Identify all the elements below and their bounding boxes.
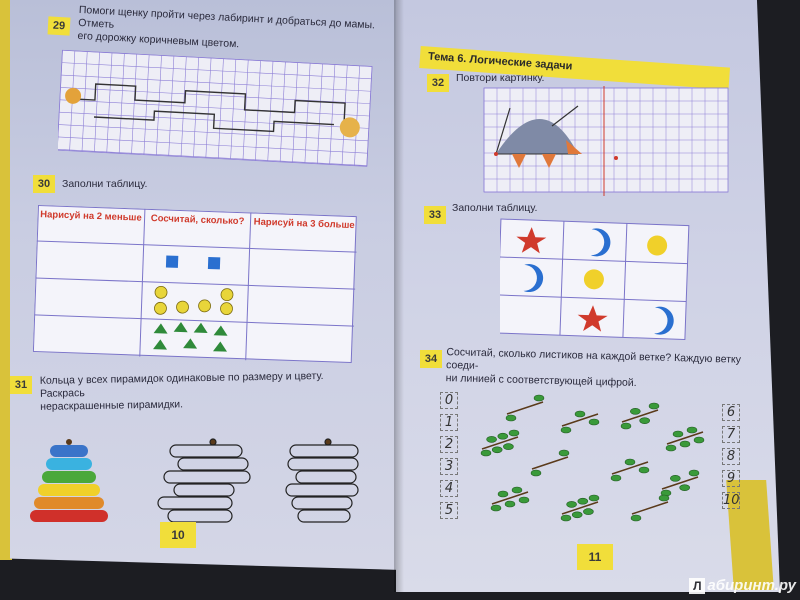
- task-34-line2: ни линией с соответствующей цифрой.: [445, 372, 637, 390]
- watermark: [689, 577, 796, 594]
- digit-box: 4: [440, 480, 458, 497]
- colored-pyramid: [30, 439, 108, 522]
- page-number-right: 11: [577, 544, 613, 570]
- task-number-31: 31: [10, 376, 32, 394]
- task-number-32: 32: [427, 74, 449, 92]
- digit-box: 0: [440, 392, 458, 409]
- task-29-line2: его дорожку коричневым цветом.: [77, 30, 240, 51]
- watermark-text: абиринт.ру: [707, 577, 796, 594]
- task-34-text: [446, 346, 747, 393]
- topic-banner: Тема 6. Логические задачи: [419, 46, 730, 90]
- task-32-text: Повтори картинку.: [456, 72, 545, 84]
- digit-box: 9: [722, 470, 740, 487]
- table-header-count: Сосчитай, сколько?: [150, 212, 245, 228]
- table-header-less: Нарисуй на 2 меньше: [40, 209, 142, 224]
- digit-box: 2: [440, 436, 458, 453]
- leaf-branch-icon: [621, 403, 659, 429]
- repeat-picture-grid: [482, 86, 732, 196]
- book-spine: [394, 0, 404, 592]
- leaf-branch-icon: [561, 411, 599, 433]
- task-31-line1: Кольца у всех пирамидок одинаковые по размеру и цвету. Раскрась: [39, 369, 324, 401]
- task-number-30: 30: [33, 175, 55, 193]
- task-number-33: 33: [424, 206, 446, 224]
- digits-left-column: [440, 392, 464, 524]
- leaf-branches: [470, 388, 720, 528]
- outline-pyramid-1: [158, 439, 250, 522]
- leaf-branch-icon: [481, 430, 519, 456]
- task-33-text: Заполни таблицу.: [452, 202, 538, 214]
- leaf-branch-icon: [491, 487, 529, 511]
- yellow-circle-icon: [176, 301, 188, 313]
- task-30-text: Заполни таблицу.: [62, 178, 148, 190]
- yellow-circle-icon: [154, 302, 166, 314]
- leaf-branch-icon: [506, 395, 544, 421]
- yellow-circle-icon: [198, 300, 210, 312]
- leaf-branch-icon: [661, 470, 699, 496]
- pyramids: [20, 430, 380, 530]
- blue-square-icon: [166, 256, 178, 268]
- table-header-more: Нарисуй на 3 больше: [253, 216, 355, 232]
- blue-square-icon: [208, 257, 220, 269]
- task-31-line2: нераскрашенные пирамидки.: [40, 398, 184, 414]
- task-30-table: [33, 205, 358, 364]
- yellow-circle-icon: [220, 302, 232, 314]
- digit-box: 5: [440, 502, 458, 519]
- labyrinth-grid: [58, 40, 388, 170]
- task-29-line1: Помоги щенку пройти через лабиринт и добраться до мамы. Отметь: [77, 3, 376, 32]
- task-number-34: 34: [420, 350, 442, 368]
- yellow-circle-icon: [155, 286, 167, 298]
- leaf-branch-icon: [531, 450, 569, 476]
- task-33-table: [500, 218, 700, 344]
- labirint-logo-icon: Л: [689, 578, 705, 594]
- task-31-text: [40, 369, 371, 414]
- page-number-left: 10: [160, 522, 196, 548]
- digit-box: 6: [722, 404, 740, 421]
- yellow-circle-icon: [221, 288, 233, 300]
- leaf-branch-icon: [561, 495, 599, 521]
- digit-box: 3: [440, 458, 458, 475]
- digits-right-column: [722, 404, 750, 514]
- digit-box: 8: [722, 448, 740, 465]
- digit-box: 10: [723, 493, 740, 508]
- digit-box: 7: [722, 426, 740, 443]
- leaf-branch-icon: [631, 495, 669, 521]
- leaf-branch-icon: [611, 459, 649, 481]
- outline-pyramid-2: [286, 439, 358, 522]
- digit-box: 1: [440, 414, 458, 431]
- task-34-line1: Сосчитай, сколько листиков на каждой ветке? Каждую ветку соеди-: [445, 346, 742, 373]
- task-number-29: 29: [48, 16, 71, 35]
- leaf-branch-icon: [666, 427, 704, 451]
